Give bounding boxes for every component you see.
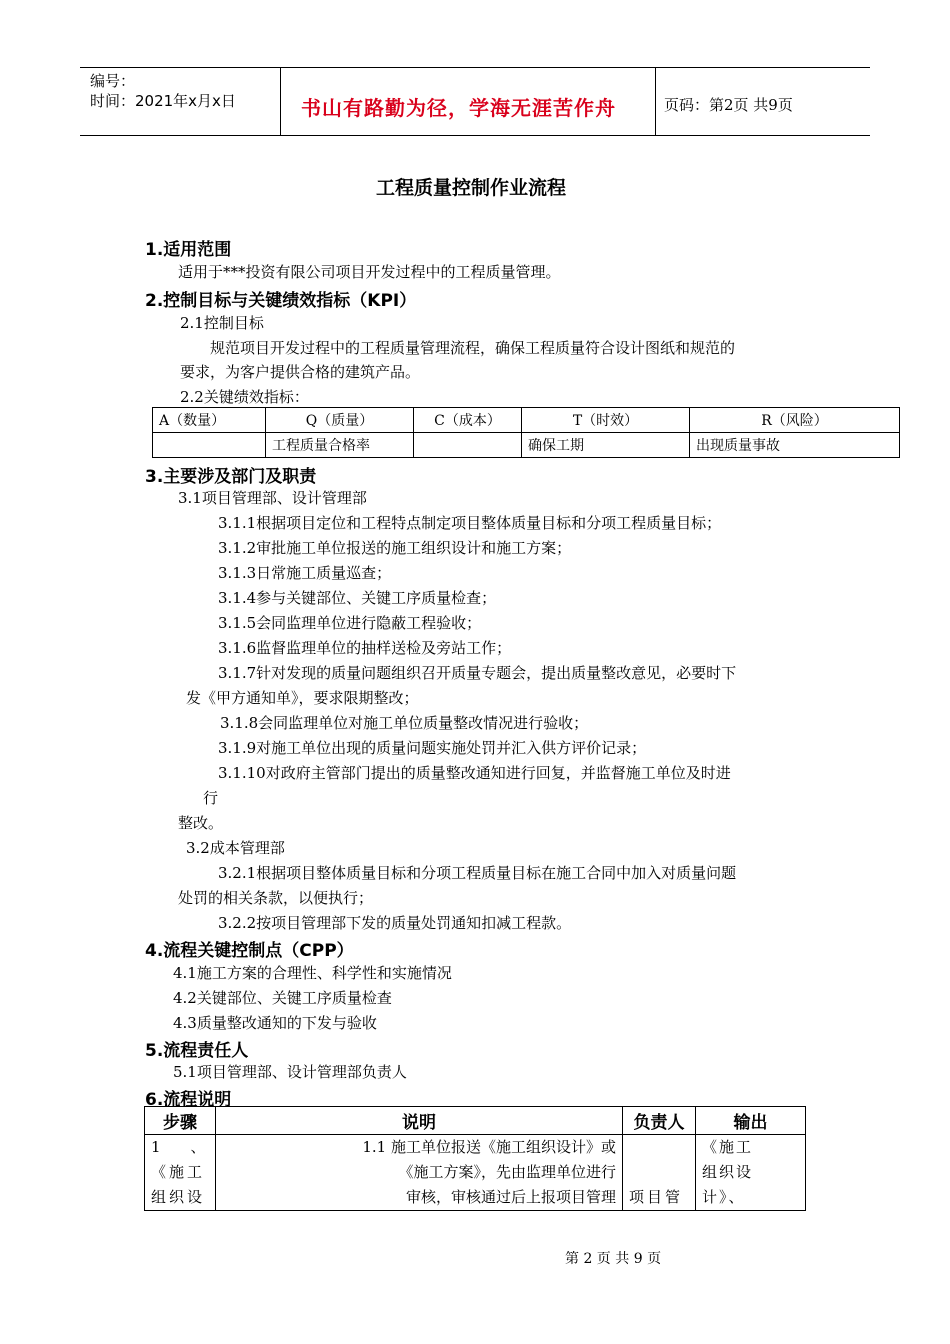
output-line: 组织设 xyxy=(702,1163,754,1181)
kpi-header-cell: C（成本） xyxy=(414,408,522,433)
process-header-owner: 负责人 xyxy=(623,1107,696,1135)
section-4-heading: 4.流程关键控制点（CPP） xyxy=(145,941,354,961)
section-2-heading: 2.控制目标与关键绩效指标（KPI） xyxy=(145,291,417,311)
section-3-1-9: 3.1.9对施工单位出现的质量问题实施处罚并汇入供方评价记录； xyxy=(218,739,647,757)
output-line: 《施工 xyxy=(702,1138,754,1156)
table-row xyxy=(145,1135,806,1211)
kpi-header-cell: Q（质量） xyxy=(266,408,414,433)
section-1-heading: 1.适用范围 xyxy=(145,240,232,260)
section-3-1-8: 3.1.8会同监理单位对施工单位质量整改情况进行验收； xyxy=(220,714,589,732)
process-header-desc: 说明 xyxy=(216,1107,623,1135)
section-3-1-3: 3.1.3日常施工质量巡查； xyxy=(218,564,392,582)
section-2-1-text-a: 规范项目开发过程中的工程质量管理流程，确保工程质量符合设计图纸和规范的 xyxy=(210,339,736,357)
header-divider-1 xyxy=(280,67,281,136)
section-2-2-title: 2.2关键绩效指标： xyxy=(180,388,309,406)
section-4-2: 4.2关键部位、关键工序质量检查 xyxy=(173,989,392,1007)
section-5-heading: 5.流程责任人 xyxy=(145,1041,249,1061)
document-title: 工程质量控制作业流程 xyxy=(376,177,567,199)
kpi-table xyxy=(152,407,900,458)
header-code-label: 编号： xyxy=(90,72,136,90)
kpi-header-row xyxy=(153,408,900,433)
process-step-cell xyxy=(145,1135,216,1211)
step-line: 1 、 xyxy=(151,1138,206,1156)
section-3-1-7a: 3.1.7针对发现的质量问题组织召开质量专题会，提出质量整改意见，必要时下 xyxy=(218,664,737,682)
section-3-1-title: 3.1项目管理部、设计管理部 xyxy=(178,489,367,507)
kpi-value-cell: 工程质量合格率 xyxy=(266,433,414,458)
section-6-heading: 6.流程说明 xyxy=(145,1090,232,1110)
process-header-output: 输出 xyxy=(696,1107,806,1135)
kpi-value-row xyxy=(153,433,900,458)
section-3-1-10a: 3.1.10对政府主管部门提出的质量整改通知进行回复，并监督施工单位及时进 xyxy=(218,764,731,782)
step-line: 《施工 xyxy=(151,1163,206,1181)
section-3-1-10c: 整改。 xyxy=(178,814,224,832)
desc-line: 审核，审核通过后上报项目管理 xyxy=(405,1188,616,1206)
header-time-label: 时间：2021年x月x日 xyxy=(90,92,236,110)
owner-line xyxy=(629,1135,689,1160)
section-1-text: 适用于***投资有限公司项目开发过程中的工程质量管理。 xyxy=(178,263,561,281)
section-3-2-2: 3.2.2按项目管理部下发的质量处罚通知扣减工程款。 xyxy=(218,914,572,932)
kpi-header-cell: R（风险） xyxy=(690,408,900,433)
section-3-heading: 3.主要涉及部门及职责 xyxy=(145,467,317,487)
process-output-cell xyxy=(696,1135,806,1211)
process-desc-cell xyxy=(216,1135,623,1211)
header-top-rule xyxy=(80,67,870,68)
kpi-header-cell: T（时效） xyxy=(522,408,690,433)
desc-line: 1.1 施工单位报送《施工组织设计》或 xyxy=(362,1138,616,1156)
section-3-2-1b: 处罚的相关条款，以便执行； xyxy=(178,889,374,907)
step-line: 组织设 xyxy=(151,1188,206,1206)
header-page-label: 页码：第2页 共9页 xyxy=(664,96,793,114)
header-divider-2 xyxy=(655,67,656,136)
section-3-1-4: 3.1.4参与关键部位、关键工序质量检查； xyxy=(218,589,497,607)
header-bottom-rule xyxy=(80,135,870,136)
section-3-1-2: 3.1.2审批施工单位报送的施工组织设计和施工方案； xyxy=(218,539,572,557)
output-line: 计》、 xyxy=(702,1188,746,1206)
section-2-1-title: 2.1控制目标 xyxy=(180,314,264,332)
section-3-1-5: 3.1.5会同监理单位进行隐蔽工程验收； xyxy=(218,614,482,632)
kpi-value-cell xyxy=(414,433,522,458)
section-3-1-1: 3.1.1根据项目定位和工程特点制定项目整体质量目标和分项工程质量目标； xyxy=(218,514,722,532)
section-3-2-1a: 3.2.1根据项目整体质量目标和分项工程质量目标在施工合同中加入对质量问题 xyxy=(218,864,737,882)
process-header-step: 步骤 xyxy=(145,1107,216,1135)
section-4-3: 4.3质量整改通知的下发与验收 xyxy=(173,1014,377,1032)
section-2-1-text-b: 要求，为客户提供合格的建筑产品。 xyxy=(180,363,421,381)
section-3-1-6: 3.1.6监督监理单位的抽样送检及旁站工作； xyxy=(218,639,512,657)
section-3-1-10b: 行 xyxy=(203,789,219,807)
owner-line: 项目管 xyxy=(629,1188,684,1206)
kpi-value-cell: 出现质量事故 xyxy=(690,433,900,458)
desc-line: 《施工方案》，先由监理单位进行 xyxy=(398,1163,616,1181)
footer-page-number: 第 2 页 共 9 页 xyxy=(565,1251,662,1267)
section-3-2-title: 3.2成本管理部 xyxy=(186,839,285,857)
section-5-1: 5.1项目管理部、设计管理部负责人 xyxy=(173,1063,407,1081)
kpi-header-cell: A（数量） xyxy=(153,408,266,433)
process-table xyxy=(144,1106,806,1211)
section-4-1: 4.1施工方案的合理性、科学性和实施情况 xyxy=(173,964,452,982)
kpi-value-cell xyxy=(153,433,266,458)
header-motto: 书山有路勤为径，学海无涯苦作舟 xyxy=(301,96,616,120)
process-header-row xyxy=(145,1107,806,1135)
section-3-1-7b: 发《甲方通知单》，要求限期整改； xyxy=(186,689,419,707)
owner-line xyxy=(629,1160,689,1185)
kpi-value-cell: 确保工期 xyxy=(522,433,690,458)
process-owner-cell xyxy=(623,1135,696,1211)
